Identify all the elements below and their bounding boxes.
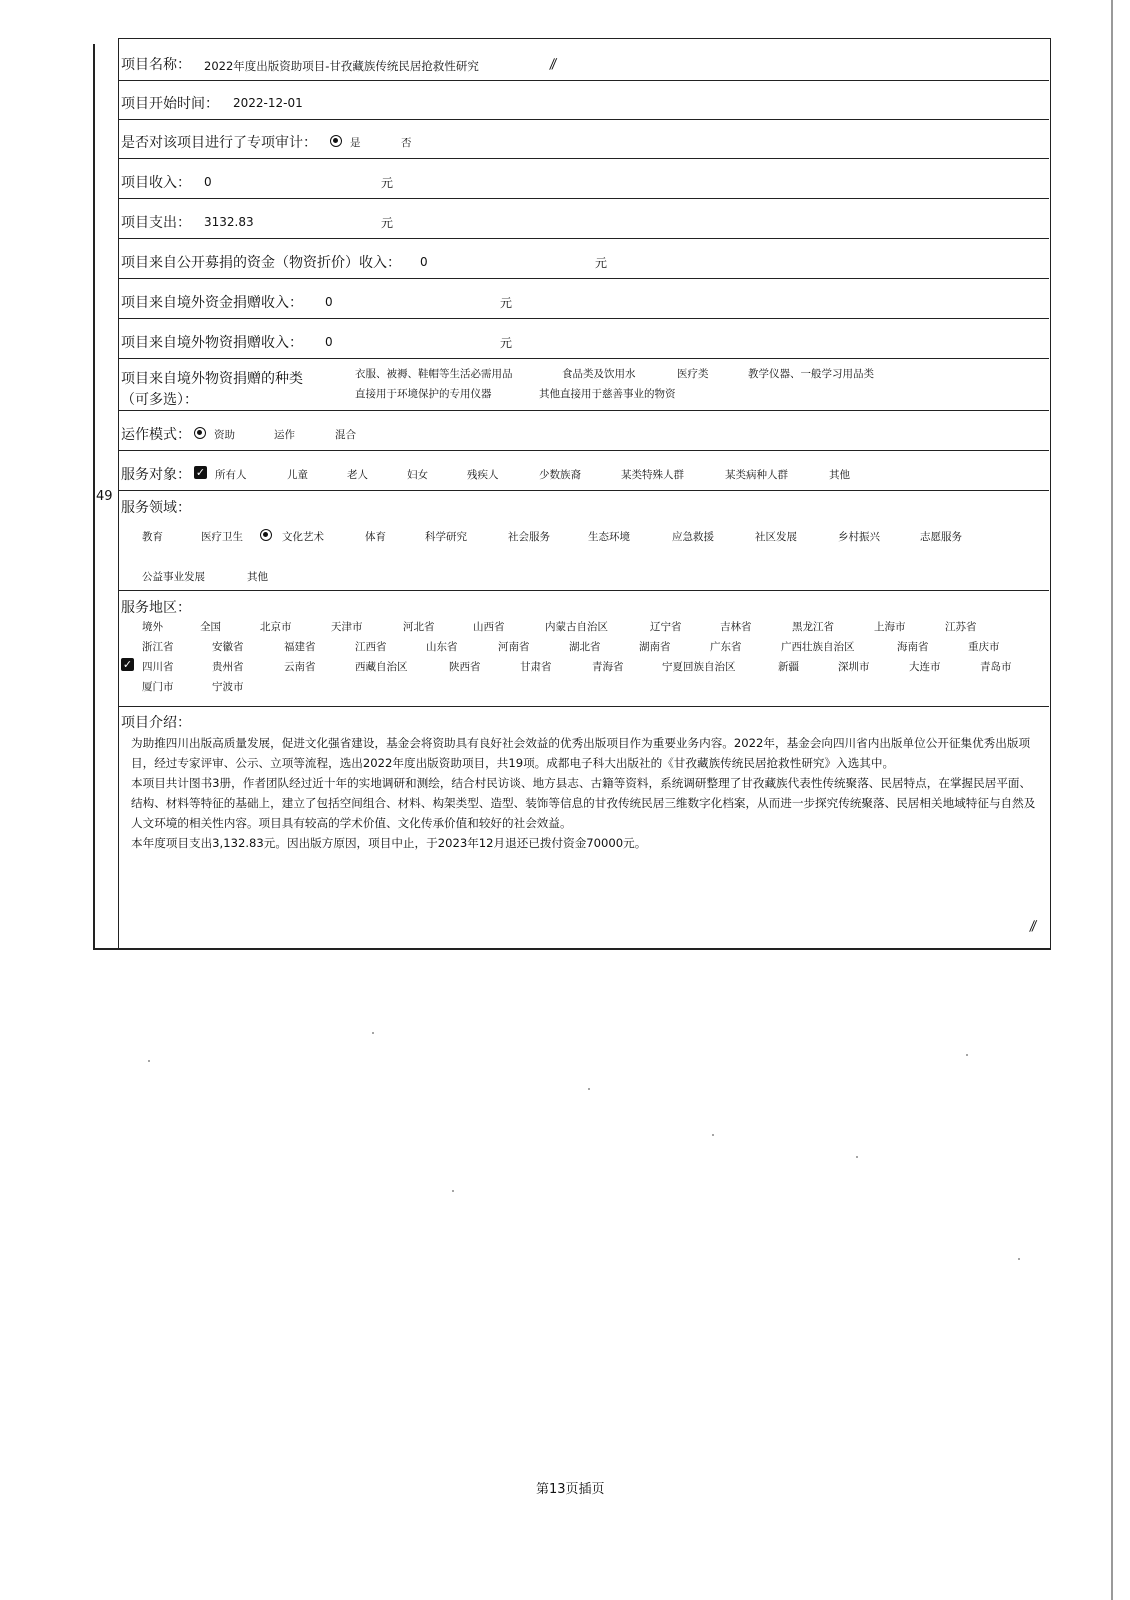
- field-option-ecology[interactable]: 生态环境: [588, 531, 630, 543]
- foreign-goods-value[interactable]: 0: [325, 335, 333, 349]
- row-foreign-goods: [119, 319, 1049, 359]
- radio-selected-icon[interactable]: [260, 529, 272, 541]
- scan-speck: [856, 1156, 858, 1158]
- region-option[interactable]: 黑龙江省: [792, 621, 834, 633]
- project-name-label: 项目名称：: [121, 57, 191, 73]
- project-intro-label: 项目介绍：: [121, 715, 191, 731]
- field-option-social-service[interactable]: 社会服务: [508, 531, 550, 543]
- expense-label: 项目支出：: [121, 215, 191, 231]
- region-option[interactable]: 四川省: [142, 661, 174, 673]
- target-option-elderly[interactable]: 老人: [347, 469, 368, 481]
- region-option[interactable]: 湖北省: [569, 641, 601, 653]
- region-option[interactable]: 辽宁省: [650, 621, 682, 633]
- operation-option-operating[interactable]: 运作: [274, 429, 295, 441]
- field-option-education[interactable]: 教育: [142, 531, 163, 543]
- public-donation-unit: 元: [595, 256, 608, 270]
- region-option[interactable]: 西藏自治区: [355, 661, 408, 673]
- project-intro-text[interactable]: [131, 733, 1036, 853]
- target-option-other[interactable]: 其他: [829, 469, 850, 481]
- income-unit: 元: [381, 176, 394, 190]
- region-option[interactable]: 青海省: [592, 661, 624, 673]
- region-option[interactable]: 宁波市: [212, 681, 244, 693]
- target-option-minorities[interactable]: 少数族裔: [539, 469, 581, 481]
- foreign-fund-value[interactable]: 0: [325, 295, 333, 309]
- region-option[interactable]: 安徽省: [212, 641, 244, 653]
- foreign-goods-unit: 元: [500, 336, 513, 350]
- target-option-women[interactable]: 妇女: [407, 469, 428, 481]
- goods-option-medical[interactable]: 医疗类: [677, 368, 709, 380]
- scan-speck: [712, 1134, 714, 1136]
- edit-pencil-icon[interactable]: ⁄⁄: [1029, 918, 1037, 936]
- field-option-rural-revitalization[interactable]: 乡村振兴: [838, 531, 880, 543]
- row-operation-mode: [119, 411, 1049, 451]
- region-option[interactable]: 北京市: [260, 621, 292, 633]
- start-date-value[interactable]: 2022-12-01: [233, 96, 303, 110]
- target-option-children[interactable]: 儿童: [287, 469, 308, 481]
- income-label: 项目收入：: [121, 175, 191, 191]
- project-name-value[interactable]: 2022年度出版资助项目-甘孜藏族传统民居抢救性研究: [204, 59, 479, 73]
- region-option[interactable]: 贵州省: [212, 661, 244, 673]
- row-service-target: [119, 451, 1049, 491]
- operation-mode-label: 运作模式：: [121, 427, 191, 443]
- audit-yes-option[interactable]: 是: [350, 137, 361, 149]
- checkbox-checked-icon[interactable]: ✓: [195, 466, 206, 479]
- region-option[interactable]: 全国: [200, 621, 221, 633]
- target-option-disabled[interactable]: 残疾人: [467, 469, 499, 481]
- region-option[interactable]: 广西壮族自治区: [781, 641, 855, 653]
- intro-paragraph: 本项目共计图书3册，作者团队经过近十年的实地调研和测绘，结合村民访谈、地方县志、古籍等资料，系统调研整理了甘孜藏族代表性传统聚落、民居特点，在掌握民居平面、结构、材料等特征的基础上，建立了包括空间组合、材料、构架类型、造型、装饰等信息的甘孜传统民居三维数字化档案，从而进一步探究传统聚落、民居相关地域特征与自然及人文环境的相关性内容。项目具有较高的学术价值、文化传承价值和较好的社会效益。: [131, 776, 1036, 830]
- goods-option-teaching-supplies[interactable]: 教学仪器、一般学习用品类: [748, 368, 874, 380]
- region-option[interactable]: 天津市: [331, 621, 363, 633]
- goods-option-food-water[interactable]: 食品类及饮用水: [562, 368, 636, 380]
- field-option-other[interactable]: 其他: [247, 571, 268, 583]
- service-region-label: 服务地区：: [121, 600, 191, 616]
- region-option[interactable]: 山西省: [473, 621, 505, 633]
- region-option[interactable]: 境外: [142, 621, 163, 633]
- expense-value[interactable]: 3132.83: [204, 215, 254, 229]
- row-start-date: [119, 81, 1049, 120]
- row-income: [119, 159, 1049, 199]
- region-option[interactable]: 吉林省: [720, 621, 752, 633]
- page-number: 第13页插页: [536, 1482, 605, 1497]
- table-outer-left-border: [93, 44, 95, 949]
- field-option-healthcare[interactable]: 医疗卫生: [201, 531, 243, 543]
- region-option[interactable]: 湖南省: [639, 641, 671, 653]
- goods-option-daily-necessities[interactable]: 衣服、被褥、鞋帽等生活必需用品: [355, 368, 513, 380]
- foreign-goods-label: 项目来自境外物资捐赠收入：: [121, 335, 303, 351]
- region-option[interactable]: 福建省: [284, 641, 316, 653]
- scan-edge-line: [1111, 0, 1113, 1600]
- region-option[interactable]: 青岛市: [980, 661, 1012, 673]
- public-donation-label: 项目来自公开募捐的资金（物资折价）收入：: [121, 255, 401, 271]
- goods-option-other-charity-goods[interactable]: 其他直接用于慈善事业的物资: [539, 388, 676, 400]
- project-form: [118, 38, 1051, 949]
- region-option[interactable]: 河南省: [498, 641, 530, 653]
- income-value[interactable]: 0: [204, 175, 212, 189]
- region-option[interactable]: 甘肃省: [520, 661, 552, 673]
- region-option[interactable]: 厦门市: [142, 681, 174, 693]
- row-number: 49: [96, 489, 113, 504]
- region-option[interactable]: 江西省: [355, 641, 387, 653]
- scan-speck: [588, 1088, 590, 1090]
- scan-speck: [148, 1060, 150, 1062]
- start-date-label: 项目开始时间：: [121, 96, 219, 112]
- region-option[interactable]: 宁夏回族自治区: [662, 661, 736, 673]
- scan-speck: [452, 1190, 454, 1192]
- audit-no-option[interactable]: 否: [401, 137, 412, 149]
- field-option-volunteer[interactable]: 志愿服务: [920, 531, 962, 543]
- region-option[interactable]: 大连市: [909, 661, 941, 673]
- public-donation-value[interactable]: 0: [420, 255, 428, 269]
- region-option[interactable]: 浙江省: [142, 641, 174, 653]
- service-field-label: 服务领域：: [121, 500, 191, 516]
- scan-speck: [966, 1054, 968, 1056]
- scan-speck: [1018, 1258, 1020, 1260]
- goods-types-label: 项目来自境外物资捐赠的种类: [121, 371, 303, 387]
- service-target-label: 服务对象：: [121, 467, 191, 483]
- scan-speck: [372, 1032, 374, 1034]
- region-option[interactable]: 河北省: [403, 621, 435, 633]
- region-option[interactable]: 重庆市: [968, 641, 1000, 653]
- row-project-name: [119, 39, 1049, 81]
- intro-paragraph: 为助推四川出版高质量发展，促进文化强省建设，基金会将资助具有良好社会效益的优秀出版项目作为重要业务内容。2022年，基金会向四川省内出版单位公开征集优秀出版项目，经过专家评审、公示、立项等流程，选出2022年度出版资助项目，共19项。成都电子科大出版社的《甘孜藏族传统民居抢救性研究》入选其中。: [131, 736, 1031, 770]
- row-expense: [119, 199, 1049, 239]
- expense-unit: 元: [381, 216, 394, 230]
- edit-pencil-icon[interactable]: ⁄⁄: [549, 56, 557, 74]
- region-option[interactable]: 山东省: [426, 641, 458, 653]
- region-option[interactable]: 新疆: [778, 661, 799, 673]
- audit-label: 是否对该项目进行了专项审计：: [121, 135, 317, 151]
- goods-option-environmental-equipment[interactable]: 直接用于环境保护的专用仪器: [355, 388, 492, 400]
- region-option[interactable]: 海南省: [897, 641, 929, 653]
- foreign-fund-unit: 元: [500, 296, 513, 310]
- checkbox-checked-icon[interactable]: ✓: [122, 658, 133, 671]
- goods-types-multiselect-note: （可多选）：: [121, 392, 198, 408]
- field-option-emergency-relief[interactable]: 应急救援: [672, 531, 714, 543]
- target-option-disease-groups[interactable]: 某类病种人群: [725, 469, 788, 481]
- field-option-research[interactable]: 科学研究: [425, 531, 467, 543]
- target-option-everyone[interactable]: 所有人: [215, 469, 247, 481]
- foreign-fund-label: 项目来自境外资金捐赠收入：: [121, 295, 303, 311]
- region-option[interactable]: 陕西省: [449, 661, 481, 673]
- row-audit: [119, 120, 1049, 159]
- row-public-donation: [119, 239, 1049, 279]
- operation-option-funding[interactable]: 资助: [214, 429, 235, 441]
- field-option-sports[interactable]: 体育: [365, 531, 386, 543]
- operation-option-mixed[interactable]: 混合: [335, 429, 356, 441]
- row-project-intro: [119, 707, 1049, 950]
- target-option-special-groups[interactable]: 某类特殊人群: [621, 469, 684, 481]
- radio-selected-icon[interactable]: [330, 135, 342, 147]
- field-option-public-welfare[interactable]: 公益事业发展: [142, 571, 205, 583]
- row-foreign-fund: [119, 279, 1049, 319]
- region-option[interactable]: 深圳市: [838, 661, 870, 673]
- radio-selected-icon[interactable]: [194, 427, 206, 439]
- field-option-community[interactable]: 社区发展: [755, 531, 797, 543]
- region-option[interactable]: 上海市: [874, 621, 906, 633]
- region-option[interactable]: 江苏省: [945, 621, 977, 633]
- row-goods-types: [119, 359, 1049, 411]
- region-option[interactable]: 云南省: [284, 661, 316, 673]
- region-option[interactable]: 广东省: [710, 641, 742, 653]
- row-service-field: [119, 491, 1049, 591]
- intro-paragraph: 本年度项目支出3,132.83元。因出版方原因，项目中止，于2023年12月退还已拨付资金70000元。: [131, 836, 647, 850]
- row-service-region: [119, 591, 1049, 707]
- region-option[interactable]: 内蒙古自治区: [545, 621, 608, 633]
- field-option-culture-art[interactable]: 文化艺术: [282, 531, 324, 543]
